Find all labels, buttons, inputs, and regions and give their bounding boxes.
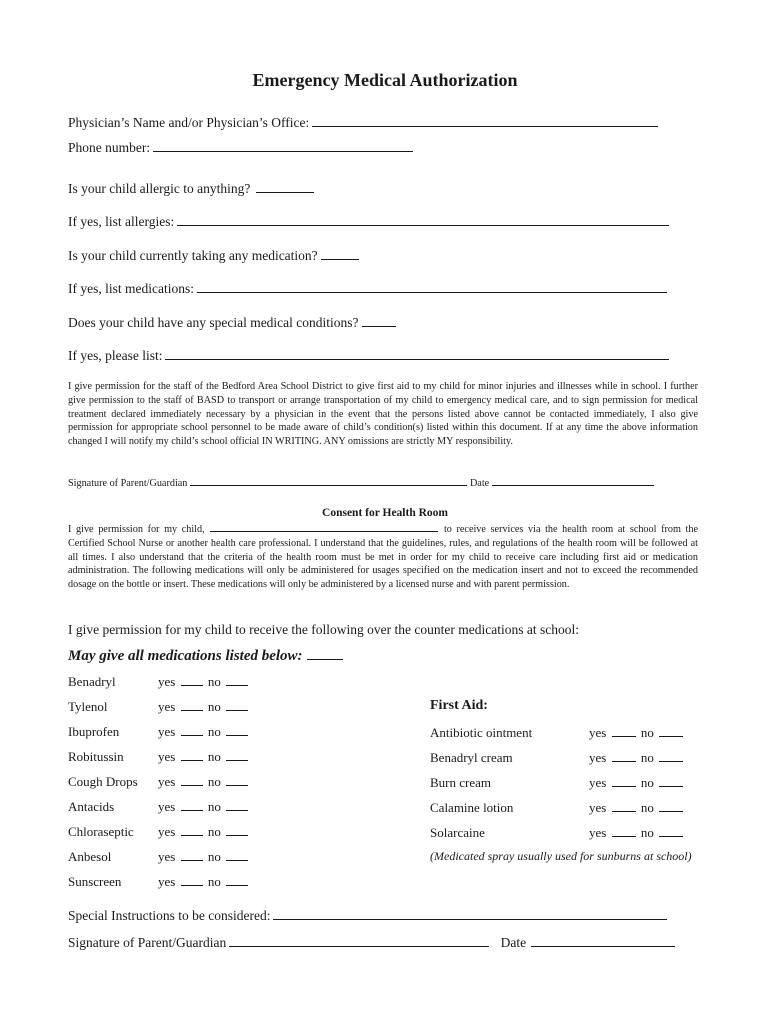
no-field[interactable] bbox=[659, 775, 683, 787]
first-aid-item-label: Calamine lotion bbox=[430, 800, 514, 815]
phone-row bbox=[68, 139, 413, 156]
medication-label: Cough Drops bbox=[68, 774, 138, 789]
no-field[interactable] bbox=[226, 774, 248, 786]
special-instructions-label: Special Instructions to be considered: bbox=[68, 908, 271, 923]
yes-no-choice bbox=[158, 799, 250, 815]
first-aid-item-label: Antibiotic ointment bbox=[430, 725, 533, 740]
conditions-row bbox=[68, 314, 396, 331]
conditions-list-label: If yes, please list: bbox=[68, 348, 163, 363]
medication-field[interactable] bbox=[321, 247, 359, 260]
special-instructions-row bbox=[68, 907, 667, 924]
no-label: no bbox=[637, 825, 654, 840]
yes-label: yes bbox=[158, 849, 176, 864]
conditions-field[interactable] bbox=[362, 314, 396, 327]
signature-label-2: Signature of Parent/Guardian bbox=[68, 935, 227, 950]
yes-label: yes bbox=[158, 874, 176, 889]
conditions-list-field[interactable] bbox=[165, 347, 669, 360]
no-label: no bbox=[204, 699, 221, 714]
no-label: no bbox=[204, 799, 221, 814]
allergic-question: Is your child allergic to anything? bbox=[68, 181, 251, 196]
allergies-label: If yes, list allergies: bbox=[68, 214, 175, 229]
yes-no-choice bbox=[589, 725, 685, 741]
first-aid-title: First Aid: bbox=[430, 698, 488, 713]
yes-label: yes bbox=[158, 674, 176, 689]
phone-label: Phone number: bbox=[68, 140, 151, 155]
medications-field[interactable] bbox=[197, 280, 667, 293]
no-label: no bbox=[204, 724, 221, 739]
conditions-question: Does your child have any special medical conditions? bbox=[68, 315, 359, 330]
no-label: no bbox=[204, 849, 221, 864]
consent-rest: from the Certified School Nurse or another health care professional. I understand that the guidelines, rules, and regulations of the health room will be followed at all times. I also understand that the criteria of the health room must be met in order for my child to receive care including first aid or medication administration. The following medications will only be administered for usages specified on the medication insert and not to exceed the recommended dosage on the bottle or insert. These medications will only be administered by a licensed nurse and with parent permission. bbox=[68, 524, 698, 591]
conditions-list-row bbox=[68, 347, 669, 364]
medication-label: Tylenol bbox=[68, 699, 108, 714]
otc-intro: I give permission for my child to receive the following over the counter medications at school: bbox=[68, 622, 579, 637]
no-field[interactable] bbox=[226, 724, 248, 736]
consent-title: Consent for Health Room bbox=[322, 507, 448, 519]
medication-label: Robitussin bbox=[68, 749, 124, 764]
yes-label: yes bbox=[589, 750, 607, 765]
signature-field-2[interactable] bbox=[229, 934, 489, 947]
yes-label: yes bbox=[589, 800, 607, 815]
consent-line-end: to receive services via the health room at school bbox=[443, 524, 657, 535]
medication-label: Sunscreen bbox=[68, 874, 122, 889]
yes-no-choice bbox=[589, 750, 685, 766]
yes-no-choice bbox=[158, 724, 250, 740]
allergies-field[interactable] bbox=[177, 213, 669, 226]
no-field[interactable] bbox=[226, 674, 248, 686]
first-aid-item-label: Benadryl cream bbox=[430, 750, 513, 765]
yes-no-choice bbox=[158, 749, 250, 765]
date-label-2: Date bbox=[500, 935, 527, 950]
yes-no-choice bbox=[158, 874, 250, 890]
yes-field[interactable] bbox=[181, 824, 203, 836]
child-name-field[interactable] bbox=[210, 522, 438, 532]
yes-label: yes bbox=[158, 824, 176, 839]
medication-label: Chloraseptic bbox=[68, 824, 134, 839]
yes-field[interactable] bbox=[181, 724, 203, 736]
no-field[interactable] bbox=[659, 825, 683, 837]
yes-field[interactable] bbox=[612, 825, 636, 837]
page-title: Emergency Medical Authorization bbox=[252, 70, 518, 90]
may-give-row bbox=[68, 647, 343, 665]
yes-no-choice bbox=[589, 775, 685, 791]
special-instructions-field[interactable] bbox=[273, 907, 667, 920]
consent-paragraph bbox=[68, 522, 698, 592]
no-field[interactable] bbox=[659, 725, 683, 737]
medication-label: Antacids bbox=[68, 799, 115, 814]
yes-label: yes bbox=[589, 825, 607, 840]
yes-no-choice bbox=[158, 774, 250, 790]
medication-question: Is your child currently taking any medication? bbox=[68, 248, 318, 263]
yes-no-choice bbox=[589, 800, 685, 816]
signature-field-1[interactable] bbox=[190, 476, 467, 486]
physician-field[interactable] bbox=[312, 114, 658, 127]
may-give-label: May give all medications listed below: bbox=[68, 648, 303, 664]
yes-no-choice bbox=[158, 849, 250, 865]
yes-field[interactable] bbox=[181, 799, 203, 811]
yes-field[interactable] bbox=[181, 774, 203, 786]
first-aid-item-label: Burn cream bbox=[430, 775, 492, 790]
date-label-1: Date bbox=[469, 478, 490, 489]
no-label: no bbox=[204, 824, 221, 839]
medications-label: If yes, list medications: bbox=[68, 281, 194, 296]
physician-row bbox=[68, 114, 658, 131]
no-label: no bbox=[204, 749, 221, 764]
no-label: no bbox=[637, 725, 654, 740]
yes-no-choice bbox=[158, 824, 250, 840]
no-label: no bbox=[637, 800, 654, 815]
no-label: no bbox=[204, 774, 221, 789]
no-field[interactable] bbox=[226, 874, 248, 886]
no-label: no bbox=[204, 874, 221, 889]
physician-label: Physician’s Name and/or Physician’s Office: bbox=[68, 115, 310, 130]
allergic-row bbox=[68, 180, 314, 197]
yes-no-choice bbox=[158, 674, 250, 690]
yes-field[interactable] bbox=[181, 674, 203, 686]
yes-field[interactable] bbox=[181, 749, 203, 761]
medications-row bbox=[68, 280, 667, 297]
yes-field[interactable] bbox=[181, 874, 203, 886]
yes-field[interactable] bbox=[181, 699, 203, 711]
yes-no-choice bbox=[589, 825, 685, 841]
no-field[interactable] bbox=[226, 699, 248, 711]
may-give-field[interactable] bbox=[307, 647, 343, 660]
no-field[interactable] bbox=[659, 800, 683, 812]
medication-label: Benadryl bbox=[68, 674, 116, 689]
no-label: no bbox=[204, 674, 221, 689]
first-aid-item-label: Solarcaine bbox=[430, 825, 485, 840]
yes-label: yes bbox=[589, 725, 607, 740]
medication-row bbox=[68, 247, 359, 264]
no-field[interactable] bbox=[226, 799, 248, 811]
yes-label: yes bbox=[589, 775, 607, 790]
yes-label: yes bbox=[158, 799, 176, 814]
medication-label: Anbesol bbox=[68, 849, 112, 864]
date-field-1[interactable] bbox=[492, 476, 654, 486]
allergies-row bbox=[68, 213, 669, 230]
no-field[interactable] bbox=[226, 749, 248, 761]
no-field[interactable] bbox=[226, 824, 248, 836]
allergic-field[interactable] bbox=[256, 180, 314, 193]
yes-field[interactable] bbox=[612, 800, 636, 812]
date-field-2[interactable] bbox=[531, 934, 675, 947]
yes-label: yes bbox=[158, 699, 176, 714]
permission-paragraph: I give permission for the staff of the Bedford Area School District to give first aid to my child for minor injuries and illnesses while in school. I further give permission to the staff of BASD to transport or arrange transportation of my child to emergency medical care, and to sign permission for medical treatment declared immediately necessary by a physician in the event that the persons listed above cannot be contacted immediately, I also give permission for appropriate school personnel to be made aware of child’s condition(s) listed within this document. If at any time the above information changed I will notify my child’s school official IN WRITING. ANY omissions are strictly MY responsibility. bbox=[68, 381, 698, 448]
no-field[interactable] bbox=[226, 849, 248, 861]
yes-no-choice bbox=[158, 699, 250, 715]
no-label: no bbox=[637, 775, 654, 790]
signature-row-1 bbox=[68, 476, 654, 489]
medication-label: Ibuprofen bbox=[68, 724, 120, 739]
yes-field[interactable] bbox=[612, 775, 636, 787]
no-label: no bbox=[637, 750, 654, 765]
yes-field[interactable] bbox=[612, 750, 636, 762]
yes-field[interactable] bbox=[181, 849, 203, 861]
yes-label: yes bbox=[158, 774, 176, 789]
signature-row-2 bbox=[68, 934, 675, 951]
signature-label-1: Signature of Parent/Guardian bbox=[68, 478, 188, 489]
phone-field[interactable] bbox=[153, 139, 413, 152]
no-field[interactable] bbox=[659, 750, 683, 762]
consent-line-start: I give permission for my child, bbox=[68, 524, 205, 535]
yes-field[interactable] bbox=[612, 725, 636, 737]
first-aid-note: (Medicated spray usually used for sunburns at school) bbox=[430, 849, 692, 863]
yes-label: yes bbox=[158, 724, 176, 739]
yes-label: yes bbox=[158, 749, 176, 764]
